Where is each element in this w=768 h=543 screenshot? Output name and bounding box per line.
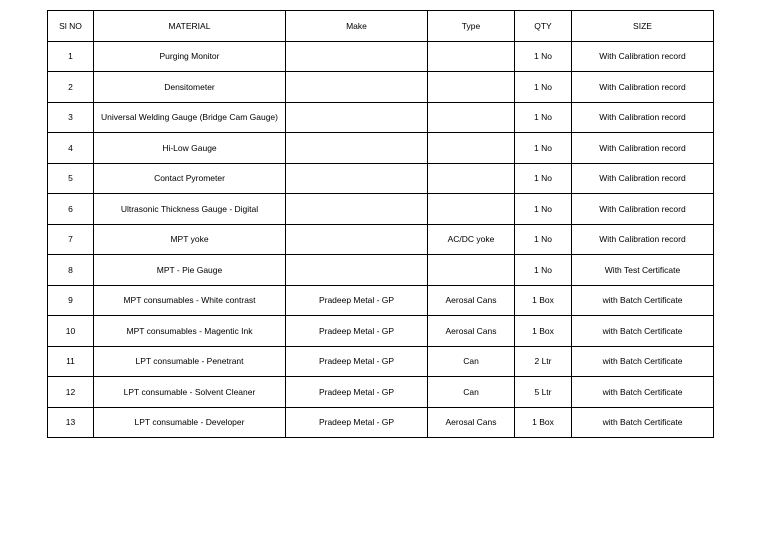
header-qty: QTY — [515, 11, 572, 42]
equipment-table — [47, 10, 714, 438]
cell-sino: 4 — [48, 133, 94, 164]
cell-make: Pradeep Metal - GP — [286, 346, 428, 377]
cell-qty: 2 Ltr — [515, 346, 572, 377]
cell-make — [286, 72, 428, 103]
cell-material: Densitometer — [94, 72, 286, 103]
cell-sino: 11 — [48, 346, 94, 377]
header-row — [48, 11, 714, 42]
cell-make: Pradeep Metal - GP — [286, 407, 428, 438]
header-sino: Sl NO — [48, 11, 94, 42]
table-body — [48, 41, 714, 438]
cell-make — [286, 133, 428, 164]
table-row — [48, 255, 714, 286]
cell-size: With Calibration record — [572, 133, 714, 164]
cell-sino: 5 — [48, 163, 94, 194]
cell-make: Pradeep Metal - GP — [286, 285, 428, 316]
cell-qty: 1 No — [515, 133, 572, 164]
cell-type: Aerosal Cans — [428, 285, 515, 316]
table-row — [48, 163, 714, 194]
cell-sino: 12 — [48, 377, 94, 408]
table-row — [48, 377, 714, 408]
cell-qty: 1 Box — [515, 407, 572, 438]
cell-material: Purging Monitor — [94, 41, 286, 72]
cell-qty: 1 No — [515, 255, 572, 286]
cell-material: LPT consumable - Solvent Cleaner — [94, 377, 286, 408]
cell-type: Can — [428, 346, 515, 377]
cell-size: With Test Certificate — [572, 255, 714, 286]
cell-qty: 1 No — [515, 102, 572, 133]
table-row — [48, 346, 714, 377]
cell-material: LPT consumable - Developer — [94, 407, 286, 438]
cell-sino: 1 — [48, 41, 94, 72]
table-row — [48, 72, 714, 103]
table-row — [48, 194, 714, 225]
cell-qty: 1 No — [515, 224, 572, 255]
cell-size: With Calibration record — [572, 194, 714, 225]
cell-size: With Calibration record — [572, 224, 714, 255]
cell-size: with Batch Certificate — [572, 316, 714, 347]
cell-type — [428, 72, 515, 103]
cell-material: LPT consumable - Penetrant — [94, 346, 286, 377]
table-row — [48, 285, 714, 316]
cell-make: Pradeep Metal - GP — [286, 316, 428, 347]
cell-sino: 9 — [48, 285, 94, 316]
cell-make — [286, 255, 428, 286]
cell-make: Pradeep Metal - GP — [286, 377, 428, 408]
cell-material: Contact Pyrometer — [94, 163, 286, 194]
table-row — [48, 316, 714, 347]
cell-size: with Batch Certificate — [572, 285, 714, 316]
cell-sino: 10 — [48, 316, 94, 347]
cell-type: Can — [428, 377, 515, 408]
cell-sino: 8 — [48, 255, 94, 286]
header-type: Type — [428, 11, 515, 42]
header-size: SIZE — [572, 11, 714, 42]
cell-size: With Calibration record — [572, 72, 714, 103]
cell-material: MPT consumables - Magentic Ink — [94, 316, 286, 347]
cell-type — [428, 255, 515, 286]
cell-type: Aerosal Cans — [428, 316, 515, 347]
table-row — [48, 133, 714, 164]
cell-material: Ultrasonic Thickness Gauge - Digital — [94, 194, 286, 225]
cell-type — [428, 133, 515, 164]
cell-qty: 1 No — [515, 41, 572, 72]
cell-type — [428, 102, 515, 133]
cell-make — [286, 102, 428, 133]
cell-sino: 3 — [48, 102, 94, 133]
cell-sino: 6 — [48, 194, 94, 225]
cell-sino: 13 — [48, 407, 94, 438]
table-row — [48, 102, 714, 133]
cell-make — [286, 224, 428, 255]
cell-qty: 1 Box — [515, 285, 572, 316]
cell-qty: 1 Box — [515, 316, 572, 347]
cell-sino: 2 — [48, 72, 94, 103]
cell-size: with Batch Certificate — [572, 346, 714, 377]
table-row — [48, 407, 714, 438]
cell-qty: 1 No — [515, 163, 572, 194]
table-row — [48, 224, 714, 255]
cell-sino: 7 — [48, 224, 94, 255]
table-row — [48, 41, 714, 72]
cell-size: With Calibration record — [572, 41, 714, 72]
header-material: MATERIAL — [94, 11, 286, 42]
cell-size: with Batch Certificate — [572, 377, 714, 408]
header-make: Make — [286, 11, 428, 42]
cell-type — [428, 41, 515, 72]
cell-type: AC/DC yoke — [428, 224, 515, 255]
cell-material: MPT - Pie Gauge — [94, 255, 286, 286]
cell-material: Hi-Low Gauge — [94, 133, 286, 164]
cell-material: MPT consumables - White contrast — [94, 285, 286, 316]
cell-type: Aerosal Cans — [428, 407, 515, 438]
cell-size: with Batch Certificate — [572, 407, 714, 438]
cell-make — [286, 194, 428, 225]
cell-size: With Calibration record — [572, 163, 714, 194]
cell-qty: 1 No — [515, 194, 572, 225]
cell-size: With Calibration record — [572, 102, 714, 133]
cell-type — [428, 163, 515, 194]
cell-make — [286, 41, 428, 72]
cell-make — [286, 163, 428, 194]
cell-qty: 1 No — [515, 72, 572, 103]
cell-material: MPT yoke — [94, 224, 286, 255]
cell-type — [428, 194, 515, 225]
cell-material: Universal Welding Gauge (Bridge Cam Gauge) — [94, 102, 286, 133]
cell-qty: 5 Ltr — [515, 377, 572, 408]
